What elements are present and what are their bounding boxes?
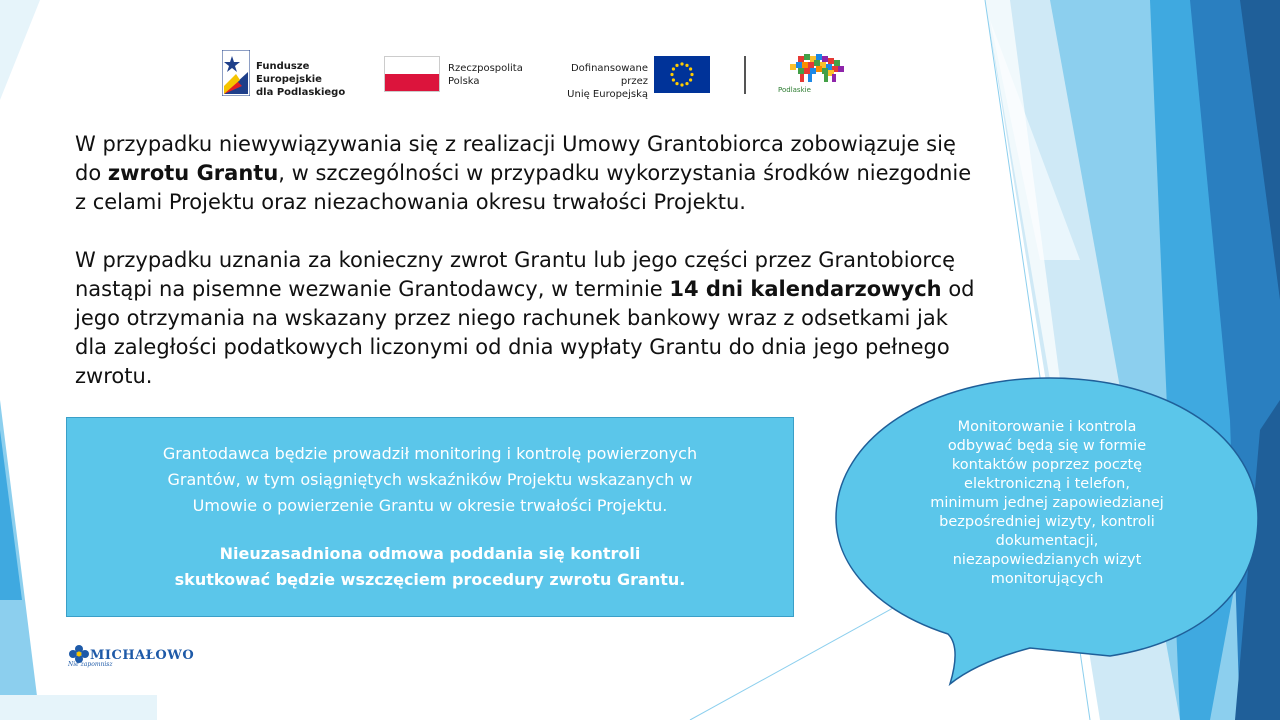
podlaskie-label: Podlaskie: [778, 86, 811, 94]
rp-logo: [384, 48, 534, 98]
eu-logo: [542, 48, 722, 98]
bubble-line: Monitorowanie i kontrola: [957, 419, 1137, 435]
rp-line2: Polska: [448, 76, 480, 87]
michalowo-slogan: Nie zapomnisz: [68, 661, 113, 668]
eu-text: [542, 62, 648, 101]
p1-text-a: W przypadku niewywiązywania się z realizacji Umowy Grantobiorca zobowiązuje się do: [75, 132, 956, 185]
fe-logo: [222, 48, 372, 98]
bubble-line: odbywać będą się w formie: [947, 438, 1147, 454]
box-bold-line2: skutkować będzie wszczęciem procedury zwrotu Grantu.: [174, 570, 686, 589]
paragraph-return-obligation: [75, 130, 975, 217]
bubble-line: minimum jednej zapowiedzianej: [930, 495, 1164, 511]
podlaskie-logo: [778, 52, 858, 98]
fe-line1: Fundusze Europejskie: [256, 61, 322, 85]
bubble-line: bezpośredniej wizyty, kontroli: [939, 514, 1155, 530]
michalowo-logo: [66, 642, 196, 672]
rp-line1: Rzeczpospolita: [448, 63, 523, 74]
poland-flag-icon: [384, 56, 440, 92]
box-line3: Umowie o powierzenie Grantu w okresie trwałości Projektu.: [192, 496, 668, 515]
box-line2: Grantów, w tym osiągniętych wskaźników Projektu wskazanych w: [167, 470, 693, 489]
eu-line1: Dofinansowane przez: [570, 63, 648, 87]
p2-text-a: W przypadku uznania za konieczny zwrot Grantu lub jego części przez Grantobiorcę nastąpi na pisemne wezwanie Grantodawcy, w terminie: [75, 248, 956, 301]
fe-flag-icon: [222, 50, 250, 96]
fe-line2: dla Podlaskiego: [256, 87, 346, 98]
bubble-line: niezapowiedzianych wizyt: [952, 552, 1142, 568]
rp-text: [448, 62, 523, 88]
p1-text-c: , w szczególności w przypadku wykorzystania środków niezgodnie z celami Projektu oraz niezachowania okresu trwałości Projektu.: [75, 161, 972, 214]
bubble-line: monitorujących: [990, 571, 1104, 587]
p2-bold: 14 dni kalendarzowych: [669, 277, 942, 301]
eu-flag-icon: [654, 56, 710, 93]
michalowo-name: MICHAŁOWO: [90, 648, 195, 663]
box-bold-line1: Nieuzasadniona odmowa poddania się kontroli: [219, 544, 641, 563]
logo-separator: [744, 56, 746, 94]
footer-accent: [0, 695, 157, 720]
fe-text: [256, 60, 372, 99]
eu-line2: Unię Europejską: [567, 89, 648, 100]
bubble-text: [892, 418, 1202, 589]
box-line1: Grantodawca będzie prowadził monitoring i kontrolę powierzonych: [162, 444, 698, 463]
bubble-line: kontaktów poprzez pocztę: [951, 457, 1143, 473]
p1-bold: zwrotu Grantu: [107, 161, 279, 185]
paragraph-return-terms: [75, 246, 975, 391]
bubble-line: dokumentacji,: [995, 533, 1099, 549]
bison-icon: [778, 52, 858, 86]
bubble-line: elektroniczną i telefon,: [964, 476, 1130, 492]
p2-text-c: od jego otrzymania na wskazany przez niego rachunek bankowy wraz z odsetkami jak dla zaległości podatkowych liczonymi od dnia wypłaty Grantu do dnia jego pełnego zwrotu.: [75, 277, 975, 388]
monitoring-box: [66, 417, 794, 617]
